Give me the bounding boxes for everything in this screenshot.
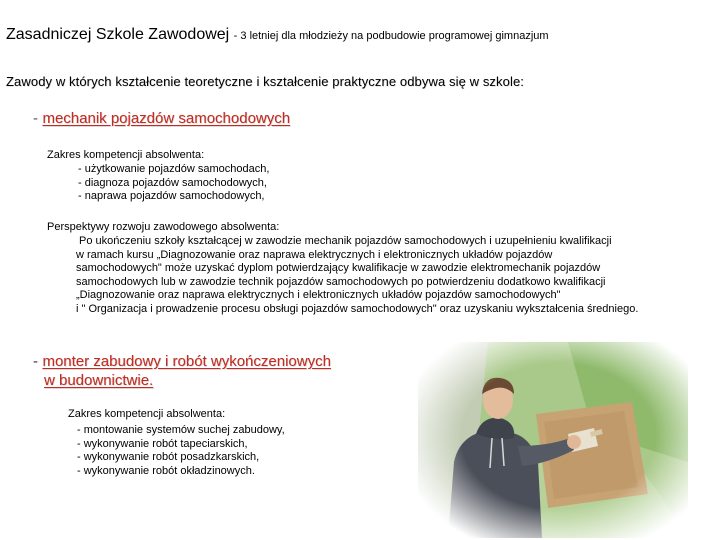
mechanic-competence-heading: Zakres kompetencji absolwenta: [47,149,205,161]
mechanic-link[interactable]: mechanik pojazdów samochodowych [42,110,291,127]
mechanic-prospects-text [76,235,638,316]
paragraph-line: w ramach kursu „Diagnozowanie oraz naprawa elektrycznych i elektronicznych układów pojazdów [76,248,553,261]
list-item: - wykonywanie robót posadzkarskich, [77,451,260,463]
list-item: - użytkowanie pojazdów samochodach, [78,163,270,175]
worker-illustration [418,342,688,538]
fitter-competence-heading: Zakres kompetencji absolwenta: [68,408,226,420]
paragraph-line: samochodowych" może uzyskać dyplom potwierdzający kwalifikacje w zawodzie elektromechanik pojazdów [76,262,601,274]
profession-mechanic-heading[interactable] [33,110,290,128]
list-item: - wykonywanie robót tapeciarskich, [77,437,248,450]
profession-fitter-heading[interactable] [33,353,331,371]
list-item: - diagnoza pojazdów samochodowych, [78,176,267,189]
paragraph-line: Po ukończeniu szkoły kształcącej w zawodzie mechanik pojazdów samochodowych i uzupełnieniu kwalifikacji [79,235,612,247]
list-item: - wykonywanie robót okładzinowych. [77,464,255,477]
mechanic-prospects-heading: Perspektywy rozwoju zawodowego absolwenta: [47,221,280,233]
fitter-competence-list [77,424,285,478]
school-subtitle: - 3 letniej dla młodzieży na podbudowie programowej gimnazjum [233,30,549,42]
mechanic-competence-list [78,163,269,204]
list-dash: - [33,110,38,127]
list-item: - montowanie systemów suchej zabudowy, [77,424,285,436]
intro-text: Zawody w których kształcenie teoretyczne i kształcenie praktyczne odbywa się w szkole: [6,74,524,89]
fitter-link-line2[interactable]: w budownictwie. [44,372,154,389]
hand [567,435,581,449]
paragraph-line: i " Organizacja i prowadzenie procesu obsługi pojazdów samochodowych" oraz uzyskaniu wykształcenia średniego. [76,302,639,315]
paragraph-line: samochodowych lub w zawodzie technik pojazdów samochodowych po potwierdzeniu dodatkowo kwalifikacji [76,275,606,288]
profession-fitter-heading-line2[interactable] [44,372,153,390]
list-item: - naprawa pojazdów samochodowych, [78,190,265,202]
list-dash: - [33,353,38,370]
worker-photo [418,342,688,538]
paragraph-line: „Diagnozowanie oraz naprawa elektrycznych i elektronicznych układów pojazdów samochodowych" [76,289,561,301]
fitter-link-line1[interactable]: monter zabudowy i robót wykończeniowych [42,353,331,370]
page-header [6,26,549,44]
school-title: Zasadniczej Szkole Zawodowej [6,26,230,43]
